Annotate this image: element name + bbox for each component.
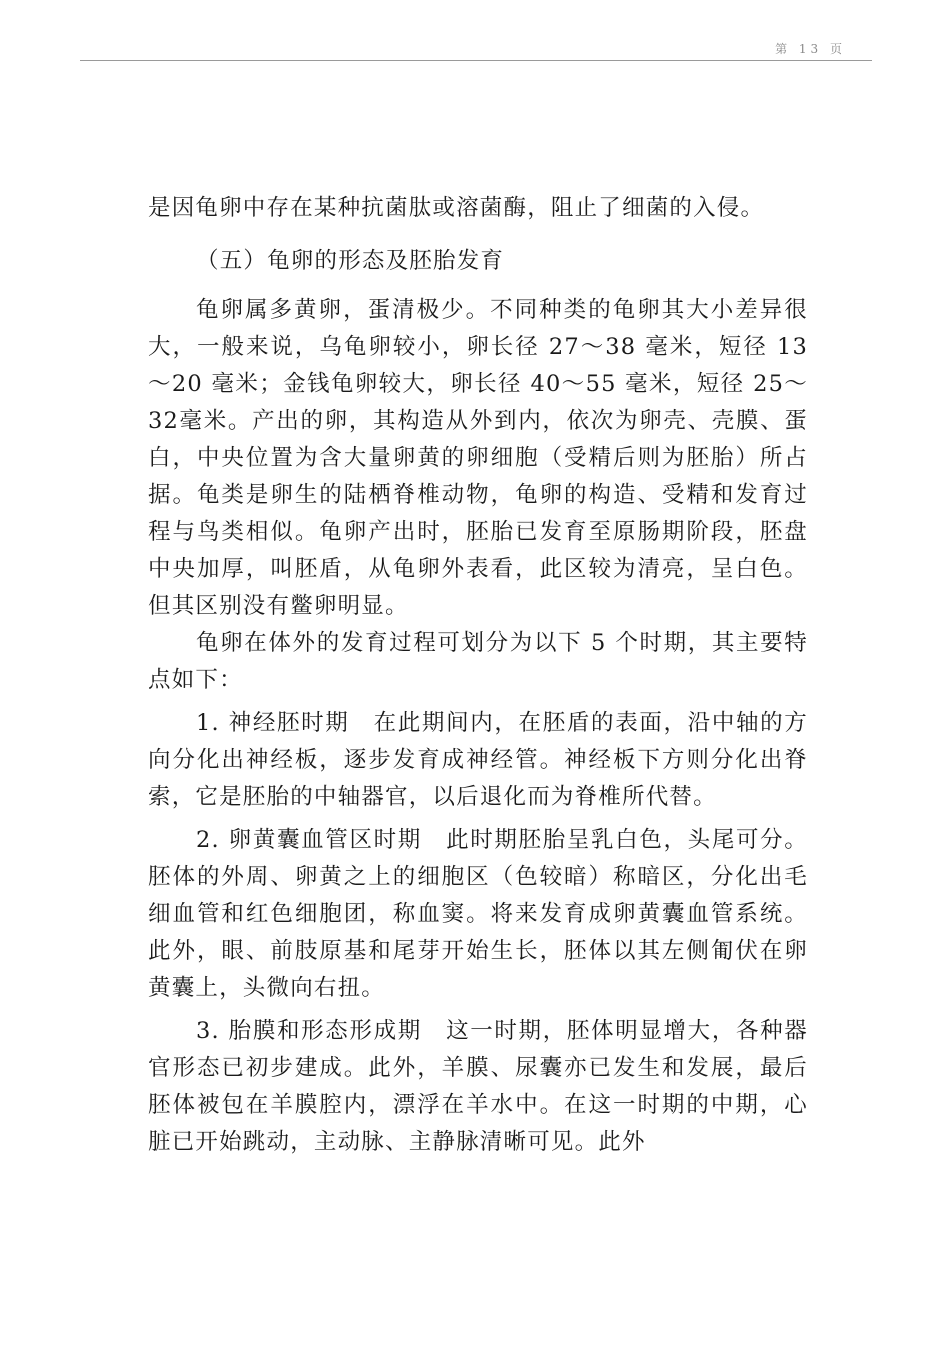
section-heading: （五）龟卵的形态及胚胎发育 bbox=[196, 248, 505, 274]
stage-3-paragraph: 3. 胎膜和形态形成期 这一时期，胚体明显增大，各种器官形态已初步建成。此外，羊膜、尿囊亦已发生和发展，最后胚体被包在羊膜腔内，漂浮在羊水中。在这一时期的中期，心脏已开始跳动，主动脉、主静脉清晰可见。此外 bbox=[148, 1018, 808, 1155]
development-intro-paragraph: 龟卵在体外的发育过程可划分为以下 5 个时期，其主要特点如下： bbox=[148, 630, 808, 693]
stage-1-paragraph: 1. 神经胚时期 在此期间内，在胚盾的表面，沿中轴的方向分化出神经板，逐步发育成神经管。神经板下方则分化出脊索，它是胚胎的中轴器官，以后退化而为脊椎所代替。 bbox=[148, 710, 808, 810]
header-rule bbox=[80, 60, 872, 61]
body-text bbox=[148, 190, 808, 1161]
egg-morphology-paragraph: 龟卵属多黄卵，蛋清极少。不同种类的龟卵其大小差异很大，一般来说，乌龟卵较小，卵长径 27～38 毫米，短径 13～20 毫米；金钱龟卵较大，卵长径 40～55 毫米，短径 25～32毫米。产出的卵，其构造从外到内，依次为卵壳、壳膜、蛋白，中央位置为含大量卵黄的卵细胞（受精后则为胚胎）所占据。龟类是卵生的陆栖脊椎动物，龟卵的构造、受精和发育过程与鸟类相似。龟卵产出时，胚胎已发育至原肠期阶段，胚盘中央加厚，叫胚盾，从龟卵外表看，此区较为清亮，呈白色。但其区别没有鳖卵明显。 bbox=[148, 297, 808, 619]
page-number: 第 13 页 bbox=[775, 42, 846, 56]
page-header bbox=[80, 36, 872, 60]
stage-2-paragraph: 2. 卵黄囊血管区时期 此时期胚胎呈乳白色，头尾可分。胚体的外周、卵黄之上的细胞区（色较暗）称暗区，分化出毛细血管和红色细胞团，称血窦。将来发育成卵黄囊血管系统。此外，眼、前肢原基和尾芽开始生长，胚体以其左侧匍伏在卵黄囊上，头微向右扭。 bbox=[148, 827, 808, 1001]
continuation-paragraph: 是因龟卵中存在某种抗菌肽或溶菌酶，阻止了细菌的入侵。 bbox=[148, 195, 765, 221]
